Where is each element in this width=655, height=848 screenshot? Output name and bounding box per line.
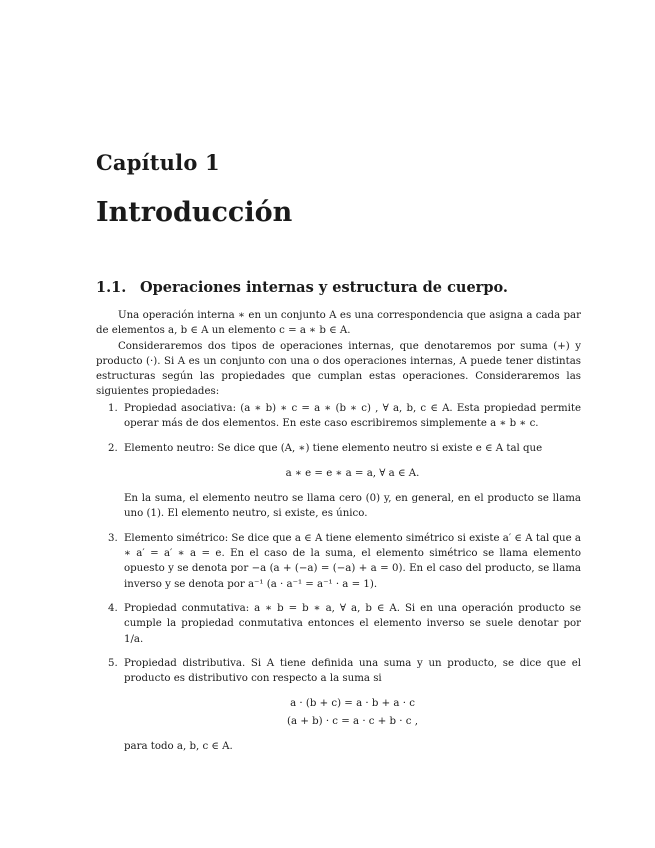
- property-list: [96, 401, 581, 754]
- list-item: [96, 441, 581, 522]
- property-text: Elemento neutro: Se dice que (A, ∗) tiene elemento neutro si existe e ∈ A tal que: [124, 442, 543, 454]
- property-text: Propiedad asociativa: (a ∗ b) ∗ c = a ∗ (b ∗ c) , ∀ a, b, c ∈ A. Esta propiedad permite operar más de dos elementos. En este caso escribiremos simplemente a ∗ b ∗ c.: [124, 403, 581, 430]
- property-text-after: para todo a, b, c ∈ A.: [124, 741, 233, 753]
- chapter-label: Capítulo 1: [96, 150, 220, 175]
- intro-text: [96, 308, 581, 400]
- list-item: [96, 656, 581, 754]
- property-text: Elemento simétrico: Se dice que a ∈ A tiene elemento simétrico si existe a′ ∈ A tal que a ∗ a′ = a′ ∗ a = e. En el caso de la suma, el elemento simétrico se llama elemento opuesto y se denota por −a (a + (−a) = (−a) + a = 0). En el caso del producto, se llama inverso y se denota por a⁻¹ (a · a⁻¹ = a⁻¹ · a = 1).: [124, 532, 581, 590]
- property-text: Propiedad conmutativa: a ∗ b = b ∗ a, ∀ a, b ∈ A. Si en una operación producto se cumple la propiedad conmutativa entonces el elemento inverso se suele denotar por 1/a.: [124, 602, 581, 645]
- property-text: Propiedad distributiva. Si A tiene definida una suma y un producto, se dice que el producto es distributivo con respecto a la suma si: [124, 657, 581, 685]
- equation: (a + b) · c = a · c + b · c ,: [287, 715, 418, 727]
- property-text-after: En la suma, el elemento neutro se llama cero (0) y, en general, en el producto se llama uno (1). El elemento neutro, si existe, es único.: [124, 493, 581, 520]
- list-item: [96, 531, 581, 592]
- paragraph: Una operación interna ∗ en un conjunto A es una correspondencia que asigna a cada par de elementos a, b ∈ A un elemento c = a ∗ b ∈ A.: [96, 310, 581, 337]
- section-number: 1.1.: [96, 279, 127, 296]
- paragraph: Consideraremos dos tipos de operaciones internas, que denotaremos por suma (+) y producto (·). Si A es un conjunto con una o dos operaciones internas, A puede tener distintas estructuras según las propiedades que cumplan estas operaciones. Consideraremos las siguientes propiedades:: [96, 340, 581, 398]
- chapter-title: Introducción: [96, 197, 293, 228]
- list-index: 2.: [108, 442, 118, 454]
- equation: a · (b + c) = a · b + a · c: [290, 698, 415, 710]
- list-index: 4.: [108, 602, 118, 614]
- list-index: 5.: [108, 657, 118, 669]
- list-index: 1.: [108, 403, 118, 414]
- list-index: 3.: [108, 532, 118, 544]
- section-title: Operaciones internas y estructura de cuerpo.: [140, 279, 508, 296]
- list-item: [96, 401, 581, 432]
- equation: a ∗ e = e ∗ a = a, ∀ a ∈ A.: [285, 467, 420, 479]
- list-item: [96, 601, 581, 647]
- section-heading: [96, 279, 508, 296]
